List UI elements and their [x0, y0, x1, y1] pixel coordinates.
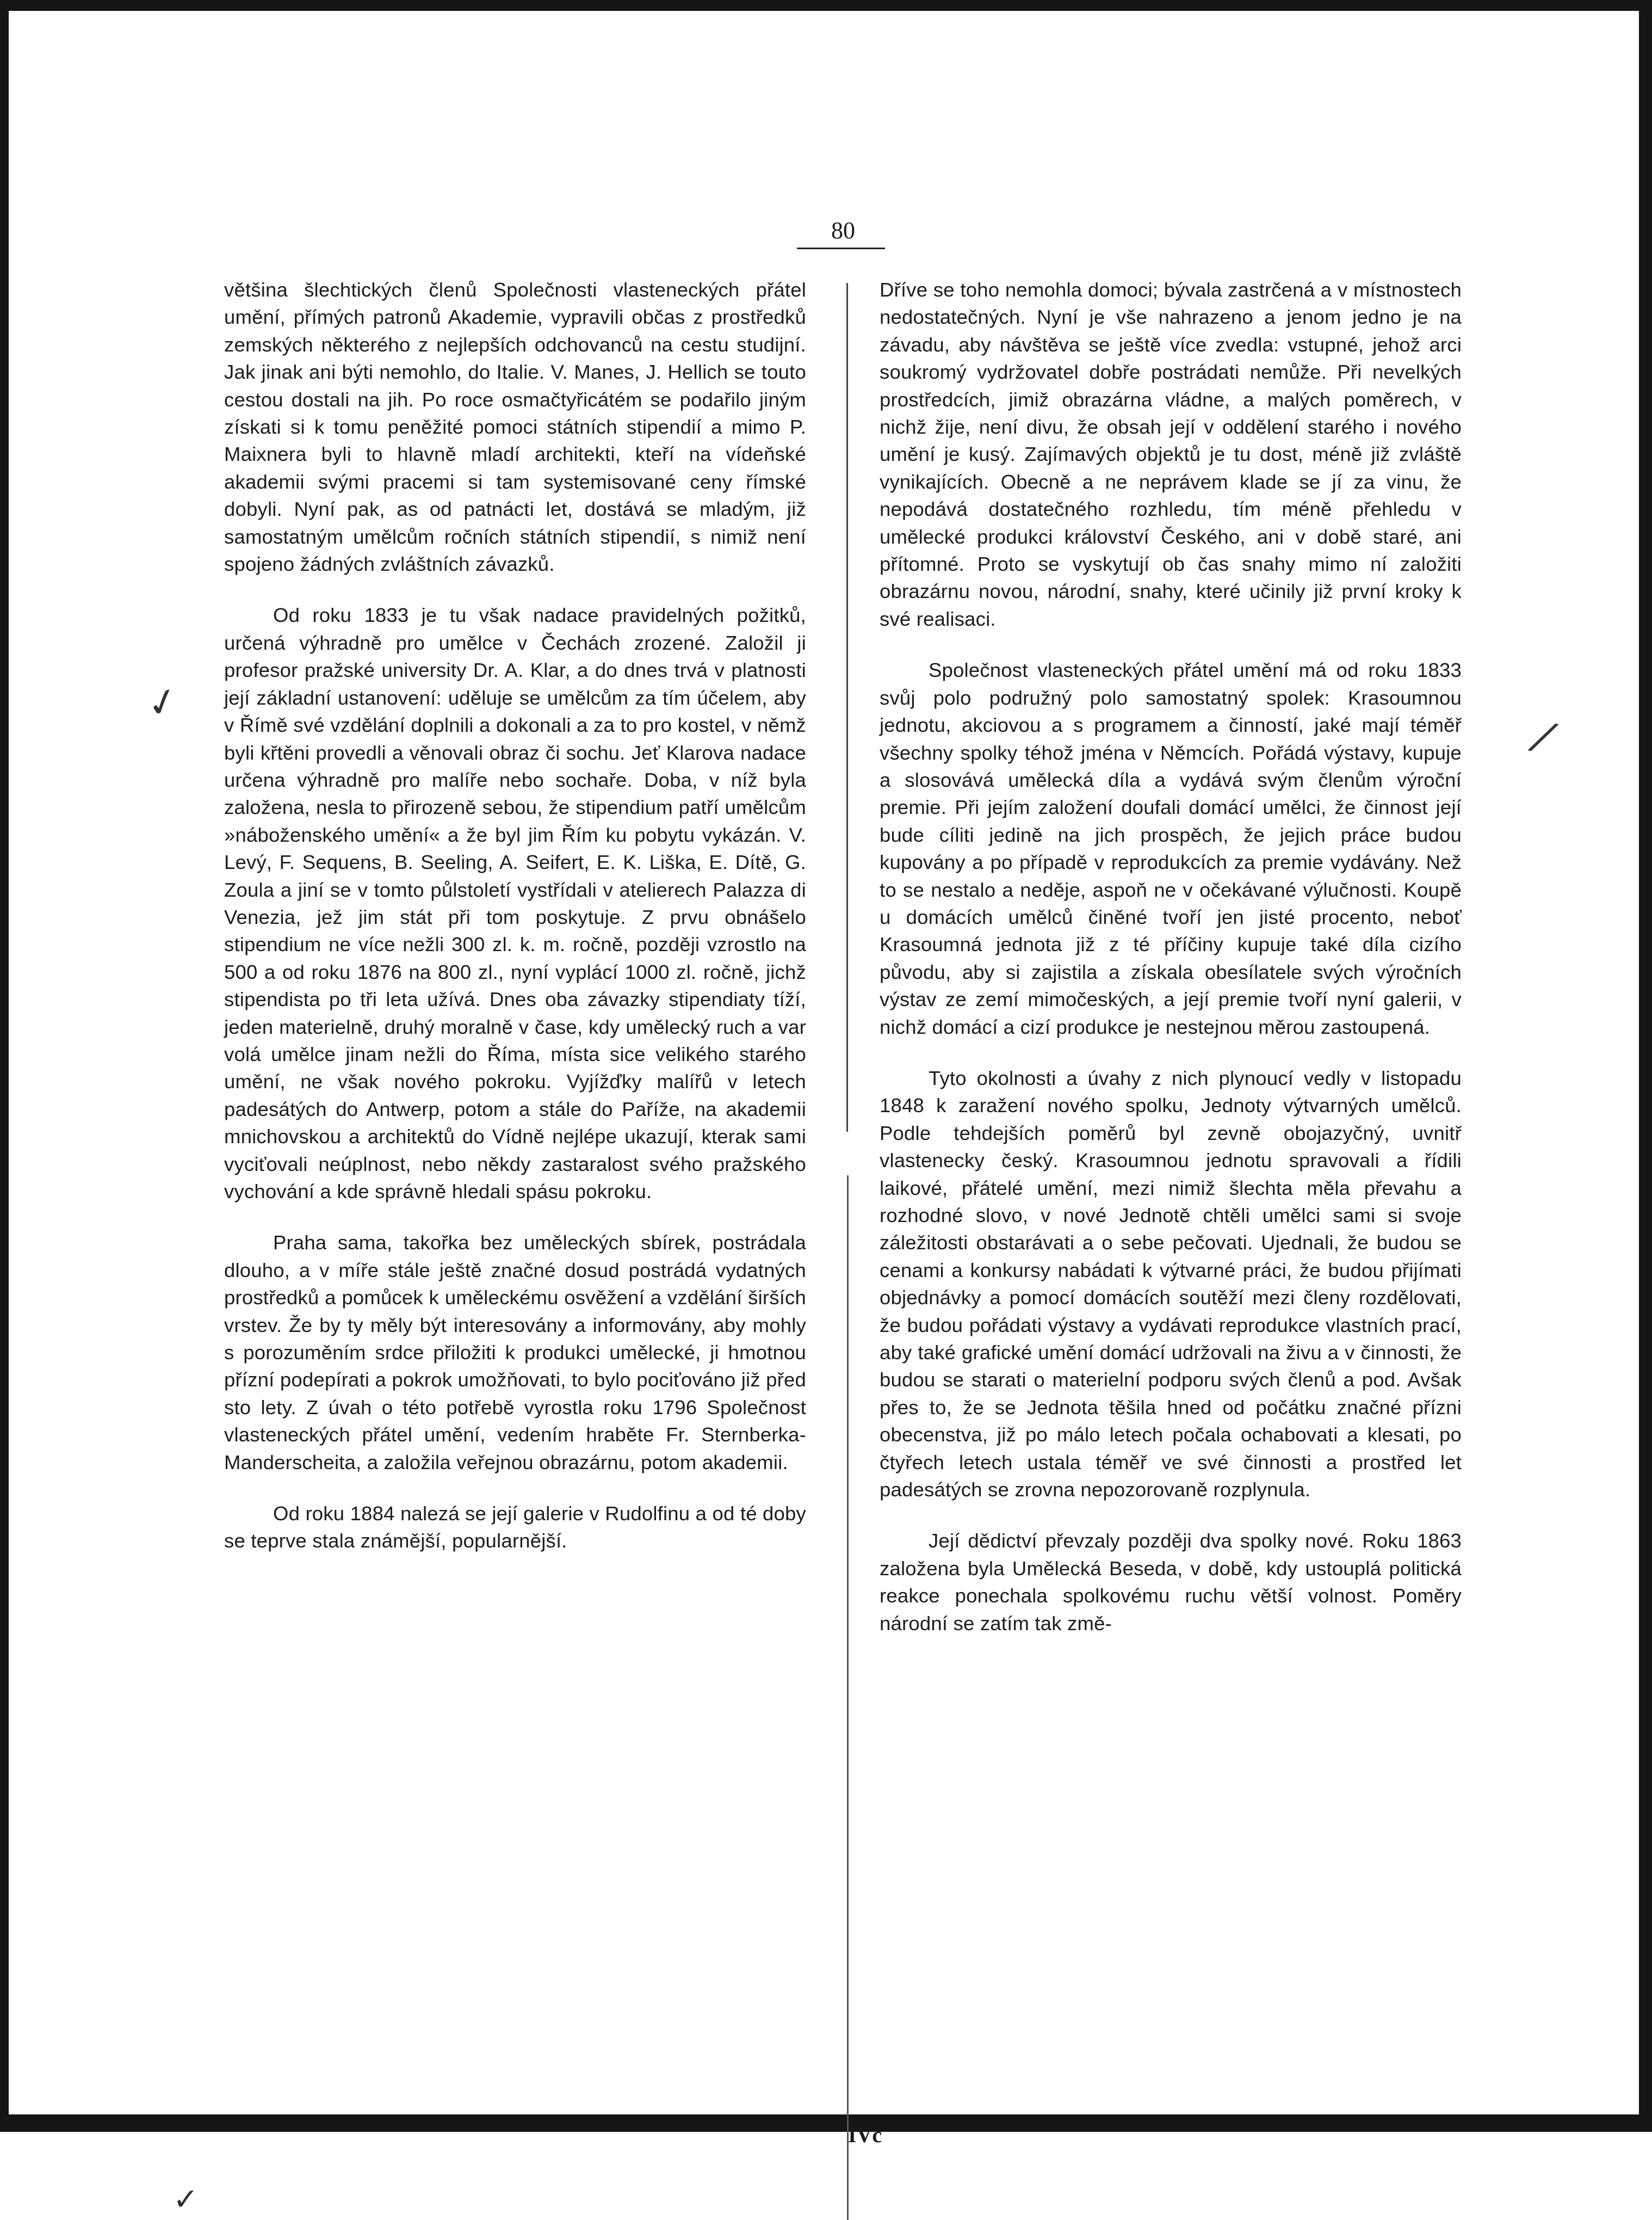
scan-border-bottom	[0, 2114, 1652, 2132]
left-column	[224, 276, 806, 1555]
column-divider	[846, 283, 848, 1132]
paragraph: Od roku 1884 nalezá se její galerie v Rudolfinu a od té doby se teprve stala známější, popularnější.	[224, 1502, 806, 1552]
paragraph: Praha sama, takořka bez uměleckých sbírek, postrádala dlouho, a v míře stále ještě značné dosud postrádá vydatných prostředků a pomůcek k uměleckému osvěžení a vzdělání širších vrstev. Že by ty měly být interesovány a informovány, aby mohly s porozuměním srdce přiložiti k produkci umělecké, ji hmotnou přízní podepírati a pokrok umožňovati, to bylo pociťováno již před sto lety. Z úvah o této potřebě vyrostla roku 1796 Společnost vlasteneckých přátel umění, vedením hraběte Fr. Sternberka-Manderscheita, a založila veřejnou obrazárnu, potom akademii.	[224, 1231, 806, 1473]
paragraph: Od roku 1833 je tu však nadace pravidelných požitků, určená výhradně pro umělce v Čechách zrozené. Založil ji profesor pražské university Dr. A. Klar, a do dnes trvá v platnosti její základní ustanovení: uděluje se umělcům za tím účelem, aby v Římě své vzdělání doplnili a dokonali a za to pro kostel, v němž byli křtěni provedli a věnovali obraz či sochu. Jeť Klarova nadace určena výhradně pro malíře nebo sochaře. Doba, v níž byla založena, nesla to přirozeně sebou, že stipendium patří umělcům »náboženského umění« a že byl jim Řím ku pobytu vykázán. V. Levý, F. Sequens, B. Seeling, A. Seifert, E. K. Liška, E. Dítě, G. Zoula a jiní se v tomto půlstoletí vystřídali v atelierech Palazza di Venezia, jež jim stát při tom poskytuje. Z prvu obnášelo stipendium ne více nežli 300 zl. k. m. ročně, později vzrostlo na 500 a od roku 1876 na 800 zl., nyní vyplácí 1000 zl. ročně, jichž stipendista po tři leta užívá. Dnes oba závazky stipendiaty tíží, jeden materielně, druhý moralně v čase, kdy umělecký ruch a var volá umělce jinam nežli do Říma, místa sice velikého starého umění, ne však nového pokroku. Vyjížďky malířů v letech padesátých do Antwerp, potom a stále do Paříže, na akademii mnichovskou a architektů do Vídně nejlépe ukazují, kterak sami vyciťovali neúplnost, nebo někdy zastaralost svého pražského vychování a kde správně hledali spásu pokroku.	[224, 604, 806, 1202]
paragraph: Dříve se toho nemohla domoci; bývala zastrčená a v místnostech nedostatečných. Nyní je vše nahrazeno a jenom jedno je na závadu, aby návštěva se ještě více zvedla: vstupné, jehož arci soukromý vydržovatel dobře postrádati nemůže. Při nevelkých prostředcích, jimiž obrazárna vládne, a malých poměrech, v nichž žije, není divu, že obsah její v oddělení starého i nového umění je kusý. Zajímavých objektů je tu dost, méně již zvláště vynikajících. Obecně a ne neprávem klade se jí za vinu, že nepodává dostatečného rozhledu, tím méně přehledu v umělecké produkci království Českého, ani v době staré, ani přítomné. Proto se vyskytují ob čas snahy mimo ní založiti obrazárnu novou, národní, snahy, které učinily již první kroky k své realisaci.	[880, 279, 1462, 630]
paragraph: Tyto okolnosti a úvahy z nich plynoucí vedly v listopadu 1848 k zaražení nového spolku, Jednoty výtvarných umělců. Podle tehdejších poměrů byl zevně obojazyčný, uvnitř vlastenecky český. Krasoumnou jednotu spravovali a řídili laikové, přátelé umění, mezi nimiž šlechta měla převahu a rozhodné slovo, v nové Jednotě chtěli umělci sami si svoje záležitosti obstarávati a o sebe pečovati. Ujednali, že budou se cenami a konkursy nabádati k výtvarné práci, že budou přijímati objednávky a pomocí domácích soutěží mezi členy rozdělovati, že budou pořádati výstavy a vydávati reprodukce vlastních prací, aby také grafické umění domácí udržovali na živu a v činnosti, že budou se starati o materielní podporu svých členů a pod. Avšak přes to, že se Jednota těšila hned od počátku značné přízni obecenstva, již po málo letech počala ochabovati a klesati, po čtyřech letech ustala téměř ve své činnosti a prostřed let padesátých se zrovna nepozorovaně rozplynula.	[880, 1066, 1462, 1501]
page-number: 80	[831, 217, 855, 244]
printer-signature-mark: IVc	[847, 2123, 882, 2147]
scan-border-right	[1639, 0, 1652, 2132]
right-column	[880, 276, 1462, 1637]
scan-border-left	[0, 0, 9, 2132]
paragraph: většina šlechtických členů Společnosti vlasteneckých přátel umění, přímých patronů Akademie, vypravili občas z prostředků zemských některého z nejlepších odchovanců na cestu studijní. Jak jinak ani býti nemohlo, do Italie. V. Manes, J. Hellich se touto cestou dostali na jih. Po roce osmačtyřicátém se podařilo jiným získati si k tomu peněžité pomoci státních stipendií a mimo P. Maixnera byli to hlavně mladí architekti, kteří na vídeňské akademii svými pracemi si tam systemisované ceny římské dobyli. Nyní pak, as od patnácti let, dostává se mladým, již samostatným umělcům ročních státních stipendií, s nimiž není spojeno žádných zvláštních závazků.	[224, 279, 806, 576]
pencil-check-mark-icon: ✓	[141, 676, 184, 729]
scan-border-top	[0, 0, 1652, 11]
paragraph: Její dědictví převzaly později dva spolky nové. Roku 1863 založena byla Umělecká Beseda, v době, kdy ustouplá politická reakce ponechala spolkovému ruchu větší volnost. Poměry národní se zatím tak změ-	[880, 1530, 1462, 1635]
page-number-underline	[797, 248, 885, 249]
paragraph: Společnost vlasteneckých přátel umění má od roku 1833 svůj polo podružný polo samostatný spolek: Krasoumnou jednotu, akciovou a s programem a činností, jaké mají téměř všechny spolky téhož jména v Němcích. Pořádá výstavy, kupuje a slosovává umělecká díla a vydává svým členům výroční premie. Při jejím založení doufali domácí umělci, že činnost její bude cíliti jedině na jich prospěch, že jejich práce budou kupovány a po případě v reprodukcích za premie vydávány. Než to se nestalo a neděje, aspoň ne v očekávané výlučnosti. Koupě u domácích umělců činěné tvoří jen jisté procento, neboť Krasoumná jednota již z té příčiny kupuje také díla cizího původu, aby si zajistila a získala obesílatele svých výročních výstav ze zemí mimočeských, a její premie tvoří nyní galerii, v nichž domácí a cizí produkce je nestejnou měrou zastoupená.	[880, 659, 1462, 1038]
pencil-check-mark-icon: ✓	[173, 2182, 199, 2217]
column-divider	[847, 1175, 849, 2220]
pencil-slash-mark-icon: ⁄	[1533, 712, 1554, 764]
